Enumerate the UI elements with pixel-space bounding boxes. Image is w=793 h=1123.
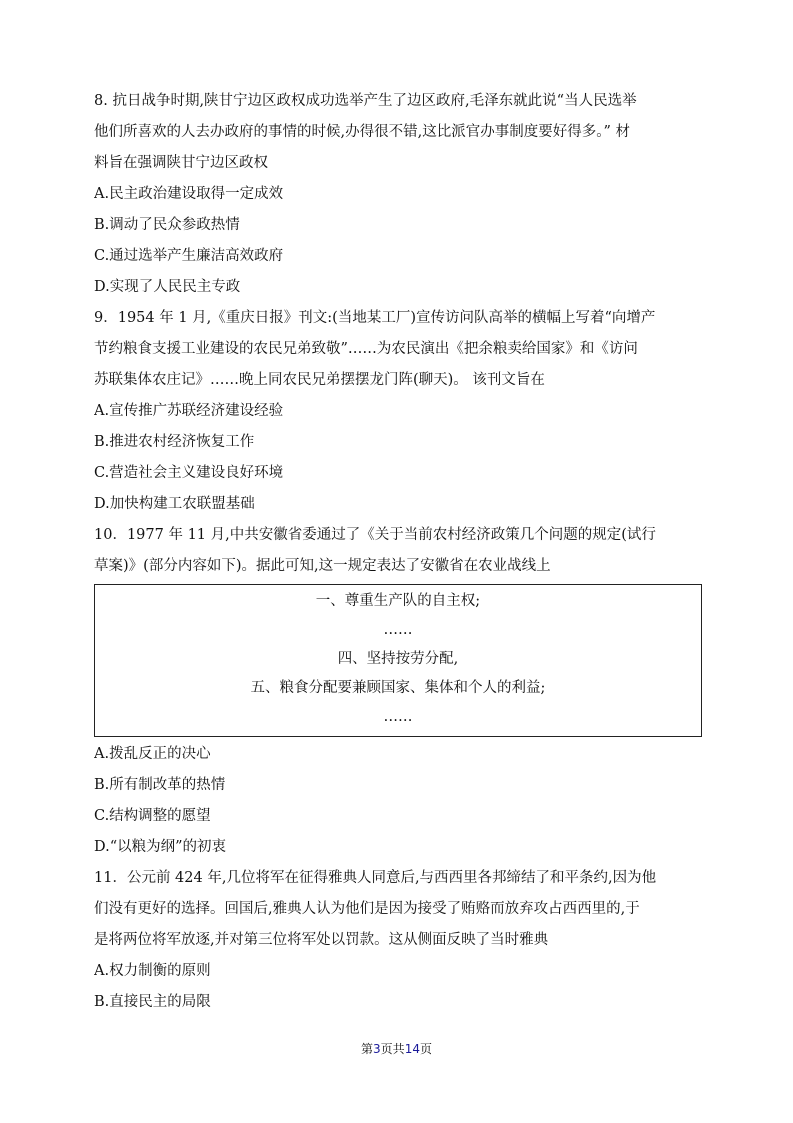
question-9-option-c: C.营造社会主义建设良好环境 xyxy=(94,465,284,481)
question-8-stem-line-1: 8. 抗日战争时期,陕甘宁边区政权成功选举产生了边区政府,毛泽东就此说“当人民选举 xyxy=(94,93,637,109)
page-footer xyxy=(0,1040,793,1057)
excerpt-ellipsis-1: …… xyxy=(383,622,413,638)
question-11-stem-line-2: 们没有更好的选择。回国后,雅典人认为他们是因为接受了贿赂而放弃攻占西西里的,于 xyxy=(94,901,640,917)
question-10-option-c: C.结构调整的愿望 xyxy=(94,808,211,824)
question-9-stem-line-2: 节约粮食支援工业建设的农民兄弟致敬”……为农民演出《把余粮卖给国家》和《访问 xyxy=(94,341,638,357)
question-11-option-a: A.权力制衡的原则 xyxy=(94,963,211,979)
excerpt-line-4: 四、坚持按劳分配, xyxy=(337,651,459,667)
footer-prefix: 第 xyxy=(361,1042,374,1056)
question-9 xyxy=(94,303,702,520)
question-10-option-b: B.所有制改革的热情 xyxy=(94,777,226,793)
question-8-stem-line-2: 他们所喜欢的人去办政府的事情的时候,办得很不错,这比派官办事制度要好得多。” 材 xyxy=(94,124,630,140)
question-11-stem-line-3: 是将两位将军放逐,并对第三位将军处以罚款。这从侧面反映了当时雅典 xyxy=(94,932,549,948)
question-8-option-c: C.通过选举产生廉洁高效政府 xyxy=(94,248,284,264)
question-10-option-a: A.拨乱反正的决心 xyxy=(94,746,211,762)
question-11 xyxy=(94,863,702,1018)
question-10-option-d: D.“以粮为纲”的初衷 xyxy=(94,839,227,855)
question-10-stem-line-1: 10．1977 年 11 月,中共安徽省委通过了《关于当前农村经济政策几个问题的规定(试行 xyxy=(94,527,656,543)
footer-middle: 页共 xyxy=(380,1042,405,1056)
question-8-option-a: A.民主政治建设取得一定成效 xyxy=(94,186,284,202)
question-9-stem-line-1: 9．1954 年 1 月,《重庆日报》刊文:(当地某工厂)宣传访问队高举的横幅上写着“向增产 xyxy=(94,310,656,326)
excerpt-ellipsis-2: …… xyxy=(383,709,413,725)
page-content xyxy=(94,86,702,1018)
excerpt-line-1: 一、尊重生产队的自主权; xyxy=(315,593,481,609)
question-8 xyxy=(94,86,702,303)
question-10-stem-line-2: 草案)》(部分内容如下)。据此可知,这一规定表达了安徽省在农业战线上 xyxy=(94,558,551,574)
material-excerpt-box xyxy=(94,584,702,737)
question-8-option-b: B.调动了民众参政热情 xyxy=(94,217,240,233)
footer-suffix: 页 xyxy=(419,1042,432,1056)
question-9-option-b: B.推进农村经济恢复工作 xyxy=(94,434,255,450)
question-8-option-d: D.实现了人民民主专政 xyxy=(94,279,241,295)
question-10 xyxy=(94,520,702,863)
question-8-stem-line-3: 料旨在强调陕甘宁边区政权 xyxy=(94,155,268,171)
question-11-option-b: B.直接民主的局限 xyxy=(94,994,211,1010)
question-9-stem-line-3: 苏联集体农庄记》……晚上同农民兄弟摆摆龙门阵(聊天)。 该刊文旨在 xyxy=(94,372,545,388)
excerpt-line-5: 五、粮食分配要兼顾国家、集体和个人的利益; xyxy=(250,680,546,696)
footer-page-number: 3 xyxy=(373,1042,381,1056)
question-9-option-d: D.加快构建工农联盟基础 xyxy=(94,496,255,512)
footer-total-pages: 14 xyxy=(404,1042,420,1056)
question-11-stem-line-1: 11．公元前 424 年,几位将军在征得雅典人同意后,与西西里各邦缔结了和平条约,因为他 xyxy=(94,870,657,886)
question-9-option-a: A.宣传推广苏联经济建设经验 xyxy=(94,403,284,419)
